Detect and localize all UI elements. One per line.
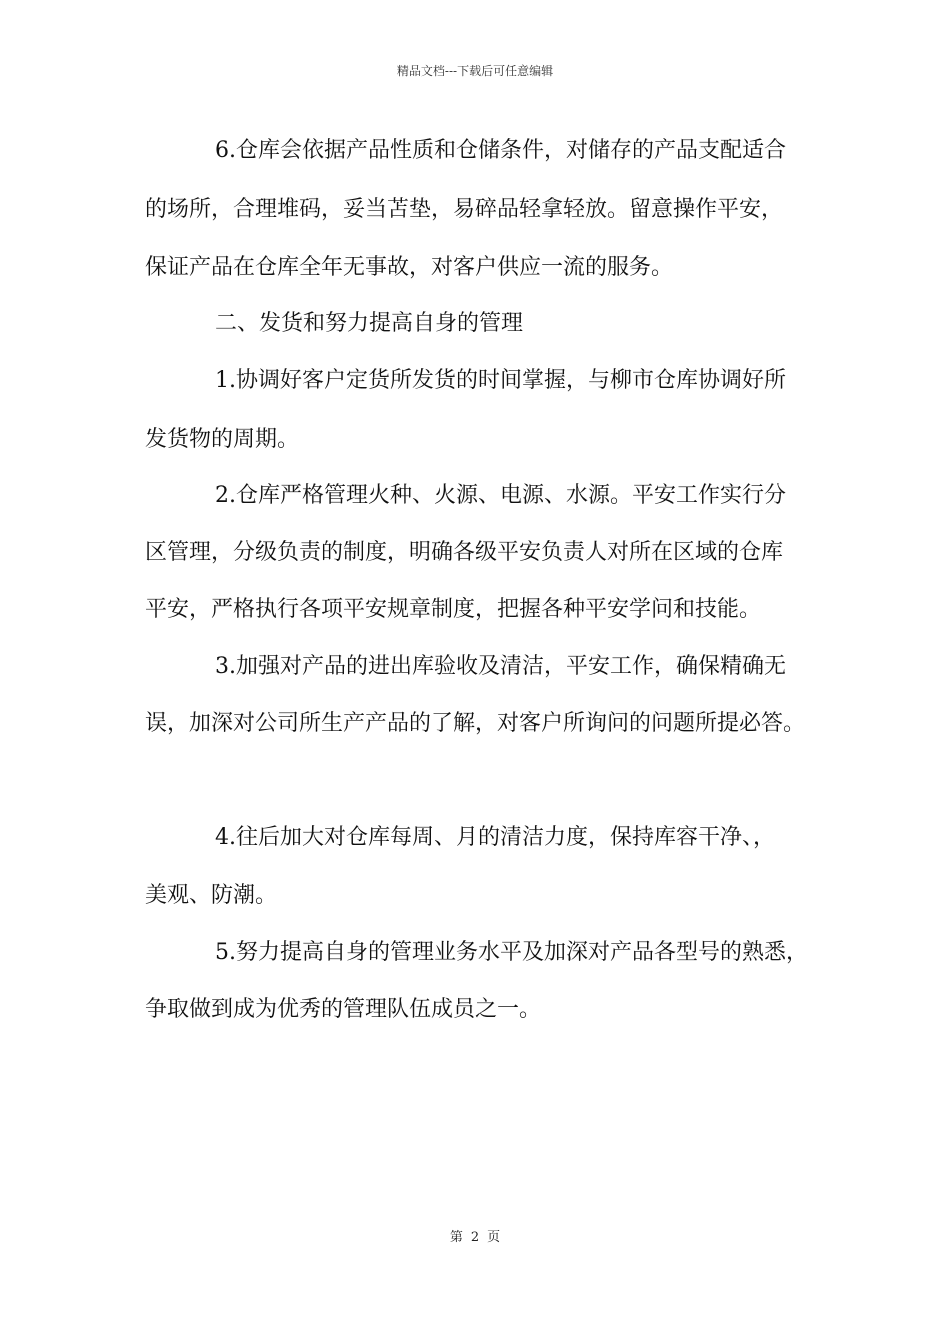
footer-prefix: 第 bbox=[449, 1230, 463, 1245]
item-5-line-2: 争取做到成为优秀的管理队伍成员之一。 bbox=[145, 997, 542, 1022]
page-header bbox=[0, 63, 950, 79]
item-1-line-1: 1.协调好客户定货所发货的时间掌握，与柳市仓库协调好所 bbox=[215, 368, 786, 393]
footer-suffix: 页 bbox=[487, 1230, 501, 1245]
paragraph-6-line-3: 保证产品在仓库全年无事故，对客户供应一流的服务。 bbox=[145, 255, 674, 280]
paragraph-6-line-1: 6.仓库会依据产品性质和仓储条件，对储存的产品支配适合 bbox=[215, 138, 786, 163]
item-2-line-2: 区管理，分级负责的制度，明确各级平安负责人对所在区域的仓库 bbox=[145, 540, 784, 565]
item-1-line-2: 发货物的周期。 bbox=[145, 427, 300, 452]
paragraph-6-line-2: 的场所，合理堆码，妥当苫垫，易碎品轻拿轻放。留意操作平安， bbox=[145, 197, 784, 222]
item-5-line-1: 5.努力提高自身的管理业务水平及加深对产品各型号的熟悉， bbox=[215, 940, 808, 965]
item-2-line-1: 2.仓库严格管理火种、火源、电源、水源。平安工作实行分 bbox=[215, 483, 786, 508]
item-4-line-1: 4.往后加大对仓库每周、月的清洁力度，保持库容干净、， bbox=[215, 825, 775, 850]
item-3-line-1: 3.加强对产品的进出库验收及清洁，平安工作，确保精确无 bbox=[215, 654, 786, 679]
header-text: 精品文档---下载后可任意编辑 bbox=[396, 64, 554, 78]
page-footer bbox=[0, 1230, 950, 1246]
item-4-line-2: 美观、防潮。 bbox=[145, 883, 278, 908]
item-2-line-3: 平安，严格执行各项平安规章制度，把握各种平安学问和技能。 bbox=[145, 597, 762, 622]
item-3-line-2: 误，加深对公司所生产产品的了解，对客户所询问的问题所提必答。 bbox=[145, 711, 806, 736]
section-2-heading: 二、发货和努力提高自身的管理 bbox=[215, 311, 524, 336]
page-number: 2 bbox=[470, 1230, 480, 1245]
